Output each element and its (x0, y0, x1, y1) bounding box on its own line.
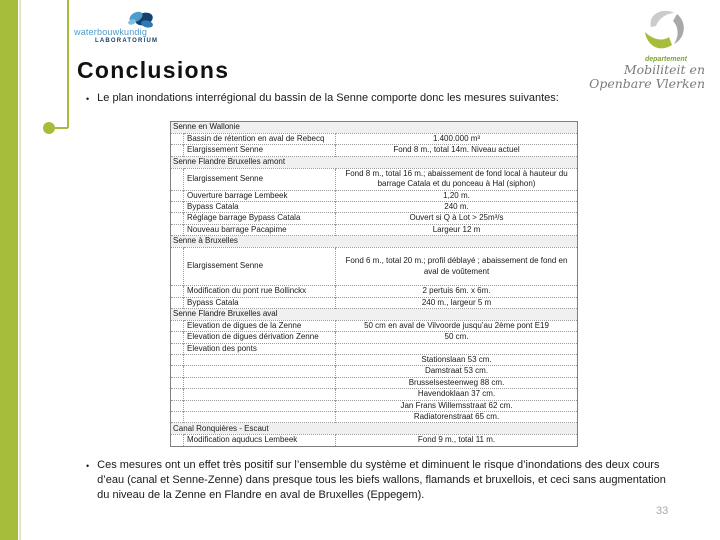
measure-value (336, 343, 578, 354)
table-section-row (171, 156, 578, 168)
measure-label: Ouverture barrage Lembeek (184, 190, 336, 201)
table-row (171, 332, 578, 343)
table-row (171, 320, 578, 331)
row-indent (171, 145, 184, 156)
row-indent (171, 213, 184, 224)
row-indent (171, 248, 184, 286)
row-indent (171, 412, 184, 423)
waterbouwkundig-logo-name: waterbouwkundig (74, 27, 148, 37)
measure-value: Fond 9 m., total 11 m. (336, 435, 578, 446)
row-indent (171, 190, 184, 201)
accent-vertical-line (67, 0, 69, 128)
row-indent (171, 389, 184, 400)
measure-label: Nouveau barrage Pacapime (184, 224, 336, 235)
measure-label: Elevation de digues dérivation Zenne (184, 332, 336, 343)
measure-value: 1,20 m. (336, 190, 578, 201)
table-row (171, 366, 578, 377)
measure-value: 1.400.000 m³ (336, 134, 578, 145)
table-row (171, 213, 578, 224)
measure-label: Modification du pont rue Bollinckx (184, 286, 336, 297)
mow-logo-line2: Openbare Vlerken (589, 75, 705, 91)
measure-label (184, 366, 336, 377)
section-label: Senne à Bruxelles (171, 236, 578, 248)
measures-table-container (170, 121, 577, 447)
table-row (171, 389, 578, 400)
row-indent (171, 377, 184, 388)
measure-label: Elargissement Senne (184, 145, 336, 156)
table-section-row (171, 308, 578, 320)
mow-logo-line1: Mobiliteit en (623, 62, 705, 77)
measure-value: Stationslaan 53 cm. (336, 355, 578, 366)
measure-label: Modification aquducs Lembeek (184, 435, 336, 446)
row-indent (171, 400, 184, 411)
row-indent (171, 332, 184, 343)
table-row (171, 297, 578, 308)
measure-value: Fond 6 m., total 20 m.; profil déblayé ; abaissement de fond en aval de voûtement (336, 248, 578, 286)
accent-horizontal-line (55, 127, 68, 129)
section-label: Canal Ronquières - Escaut (171, 423, 578, 435)
measure-label: Bassin de rétention en aval de Rebecq (184, 134, 336, 145)
mow-pinwheel-icon (641, 6, 689, 54)
table-section-row (171, 423, 578, 435)
row-indent (171, 320, 184, 331)
section-label: Senne Flandre Bruxelles amont (171, 156, 578, 168)
measures-table (170, 121, 578, 447)
row-indent (171, 134, 184, 145)
measure-label: Bypass Catala (184, 201, 336, 212)
measure-label: Bypass Catala (184, 297, 336, 308)
left-accent-bar (0, 0, 18, 540)
row-indent (171, 168, 184, 190)
table-row (171, 412, 578, 423)
measure-value: 240 m. (336, 201, 578, 212)
measure-value: Ouvert si Q à Lot > 25m³/s (336, 213, 578, 224)
bullet-item-conclusion (86, 458, 676, 503)
measure-label: Elargissement Senne (184, 248, 336, 286)
measure-value: 2 pertuis 6m. x 6m. (336, 286, 578, 297)
accent-dot (43, 122, 55, 134)
measure-label (184, 355, 336, 366)
table-row (171, 355, 578, 366)
mow-logo (575, 6, 705, 91)
table-section-row (171, 122, 578, 134)
measure-label (184, 400, 336, 411)
measure-value: 50 cm en aval de Vilvoorde jusqu’au 2ème pont E19 (336, 320, 578, 331)
table-row (171, 134, 578, 145)
bullet-item-intro (86, 91, 672, 106)
row-indent (171, 435, 184, 446)
measure-value: Damstraat 53 cm. (336, 366, 578, 377)
bullet-marker (86, 458, 89, 503)
table-row (171, 190, 578, 201)
measures-table-body (171, 122, 578, 447)
waterbouwkundig-logo (74, 10, 169, 50)
measure-value: Radiatorenstraat 65 cm. (336, 412, 578, 423)
table-row (171, 248, 578, 286)
bullet-conclusion-text: Ces mesures ont un effet très positif sur l’ensemble du système et diminuent le risque d’inondations des deux cours d’eau (canal et Senne-Zenne) dans presque tous les biefs wallons, flamands et bruxellois, et ceci sans augmentation du niveau de la Zenne en Flandre en aval de Bruxelles (Eppegem). (97, 459, 666, 501)
measure-value: 50 cm. (336, 332, 578, 343)
table-row (171, 201, 578, 212)
page-title: Conclusions (77, 57, 230, 83)
table-row (171, 286, 578, 297)
row-indent (171, 343, 184, 354)
bullet-marker (86, 91, 89, 106)
table-row (171, 435, 578, 446)
row-indent (171, 201, 184, 212)
measure-label (184, 377, 336, 388)
row-indent (171, 297, 184, 308)
left-accent-bar-stripe (19, 0, 21, 540)
measure-value: Brusselsesteenweg 88 cm. (336, 377, 578, 388)
measure-label: Elevation des ponts (184, 343, 336, 354)
measure-label (184, 412, 336, 423)
section-label: Senne en Wallonie (173, 122, 240, 132)
measure-value: Fond 8 m., total 14m. Niveau actuel (336, 145, 578, 156)
measure-label (184, 389, 336, 400)
measure-value: Largeur 12 m (336, 224, 578, 235)
row-indent (171, 224, 184, 235)
table-section-row (171, 236, 578, 248)
table-row (171, 224, 578, 235)
table-row (171, 343, 578, 354)
measure-label: Elargissement Senne (184, 168, 336, 190)
page-number: 33 (656, 505, 669, 517)
row-indent (171, 366, 184, 377)
waterbouwkundig-logo-subtitle: LABORATORIUM (95, 38, 159, 44)
measure-value: 240 m., largeur 5 m (336, 297, 578, 308)
row-indent (171, 355, 184, 366)
measure-label: Réglage barrage Bypass Catala (184, 213, 336, 224)
measure-value: Havendoklaan 37 cm. (336, 389, 578, 400)
mow-logo-dept: departement (644, 56, 687, 63)
measure-value: Jan Frans Willemsstraat 62 cm. (336, 400, 578, 411)
measure-label: Elevation de digues de la Zenne (184, 320, 336, 331)
measure-value: Fond 8 m., total 16 m.; abaissement de fond local à hauteur du barrage Catala et du ponceau à Hal (siphon) (336, 168, 578, 190)
table-row (171, 377, 578, 388)
table-row (171, 400, 578, 411)
row-indent (171, 286, 184, 297)
table-row (171, 168, 578, 190)
section-label: Senne Flandre Bruxelles aval (171, 308, 578, 320)
table-row (171, 145, 578, 156)
bullet-intro-text: Le plan inondations interrégional du bassin de la Senne comporte donc les mesures suivantes: (97, 92, 559, 104)
